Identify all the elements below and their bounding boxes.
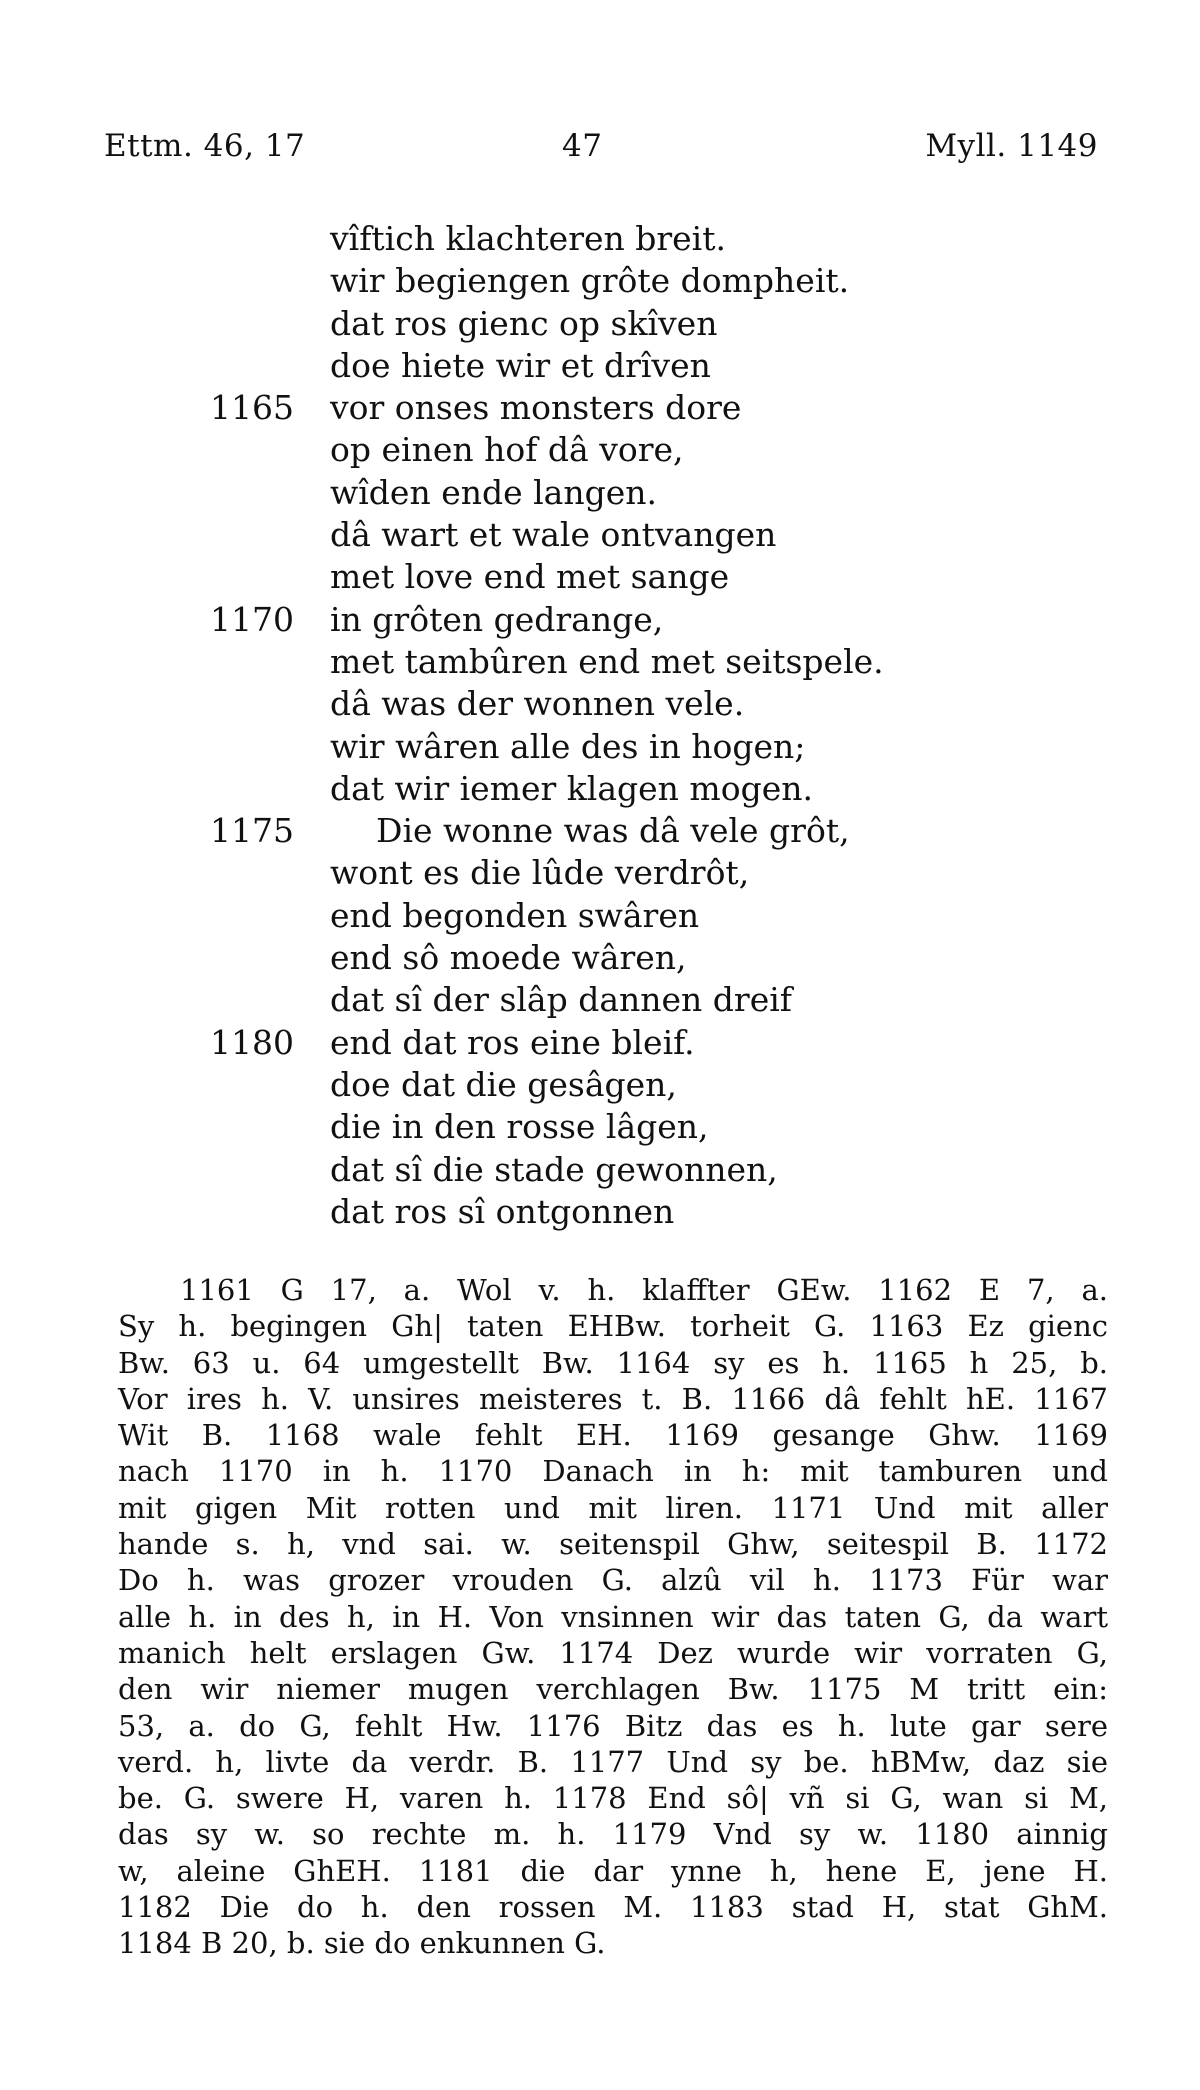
verse-text: vîftich klachteren breit. <box>330 219 726 258</box>
apparatus-line: verd. h, livte da verdr. B. 1177 Und sy be. hBMw, daz sie <box>118 1744 1108 1779</box>
apparatus-line: Bw. 63 u. 64 umgestellt Bw. 1164 sy es h. 1165 h 25, b. <box>118 1345 1108 1380</box>
apparatus-line: Do h. was grozer vrouden G. alzû vil h. 1173 Für war <box>118 1563 1108 1598</box>
apparatus-line: das sy w. so rechte m. h. 1179 Vnd sy w. 1180 ainnig <box>118 1817 1108 1852</box>
verse-text: wir begiengen grôte dompheit. <box>330 261 850 301</box>
verse-text: end dat ros eine bleif. <box>330 1022 695 1062</box>
apparatus-line: nach 1170 in h. 1170 Danach in h: mit tamburen und <box>118 1454 1108 1489</box>
verse-line <box>0 387 1200 429</box>
verse-text: met love end met sange <box>330 557 730 597</box>
line-number: 1170 <box>210 599 294 639</box>
verse-text: dat sî der slâp dannen dreif <box>330 980 792 1020</box>
verse-line <box>0 810 1200 852</box>
line-number: 1175 <box>210 811 294 851</box>
apparatus-line: be. G. swere H, varen h. 1178 End sô| vñ si G, wan si M, <box>118 1781 1108 1816</box>
verse-line <box>0 429 1200 471</box>
verse-text: vor onses monsters dore <box>330 388 742 428</box>
running-header <box>104 128 1098 168</box>
verse-line <box>0 937 1200 979</box>
header-left-reference: Ettm. 46, 17 <box>104 128 306 164</box>
poem-text <box>0 218 1200 1233</box>
verse-text: in grôten gedrange, <box>330 599 664 639</box>
verse-line <box>0 683 1200 725</box>
verse-text: wîden ende langen. <box>330 472 658 512</box>
apparatus-line: Wit B. 1168 wale fehlt EH. 1169 gesange Ghw. 1169 <box>118 1418 1108 1453</box>
apparatus-line: 1182 Die do h. den rossen M. 1183 stad H, stat GhM. <box>118 1890 1108 1925</box>
apparatus-line: manich helt erslagen Gw. 1174 Dez wurde wir vorraten G, <box>118 1635 1108 1670</box>
verse-line <box>0 979 1200 1021</box>
verse-line <box>0 345 1200 387</box>
verse-text: dat ros sî ontgonnen <box>330 1191 675 1231</box>
verse-line <box>0 1149 1200 1191</box>
apparatus-line: Sy h. begingen Gh| taten EHBw. torheit G. 1163 Ez gienc <box>118 1309 1108 1344</box>
verse-line <box>0 472 1200 514</box>
verse-text: dat wir iemer klagen mogen. <box>330 768 813 808</box>
verse-line <box>0 1064 1200 1106</box>
page-number: 47 <box>562 128 603 164</box>
apparatus-line: Vor ires h. V. unsires meisteres t. B. 1166 dâ fehlt hE. 1167 <box>118 1381 1108 1416</box>
verse-line <box>0 852 1200 894</box>
verse-line <box>0 768 1200 810</box>
verse-text: end begonden swâren <box>330 895 700 935</box>
apparatus-line: mit gigen Mit rotten und mit liren. 1171 Und mit aller <box>118 1490 1108 1525</box>
verse-text: wont es die lûde verdrôt, <box>330 853 750 893</box>
verse-text: dat sî die stade gewonnen, <box>330 1149 778 1189</box>
verse-line <box>0 514 1200 556</box>
verse-line <box>0 260 1200 302</box>
verse-text: die in den rosse lâgen, <box>330 1107 709 1147</box>
verse-line <box>0 218 1200 260</box>
verse-text: dâ was der wonnen vele. <box>330 684 745 724</box>
apparatus-line: hande s. h, vnd sai. w. seitenspil Ghw, seitespil B. 1172 <box>118 1527 1108 1562</box>
apparatus-line: alle h. in des h, in H. Von vnsinnen wir das taten G, da wart <box>118 1599 1108 1634</box>
apparatus-line: 53, a. do G, fehlt Hw. 1176 Bitz das es h. lute gar sere <box>118 1708 1108 1743</box>
verse-line <box>0 1191 1200 1233</box>
verse-line <box>0 641 1200 683</box>
header-right-reference: Myll. 1149 <box>925 128 1098 164</box>
verse-line <box>0 1022 1200 1064</box>
verse-line <box>0 726 1200 768</box>
verse-text: op einen hof dâ vore, <box>330 430 684 470</box>
verse-text: doe hiete wir et drîven <box>330 345 711 385</box>
apparatus-line: w, aleine GhEH. 1181 die dar ynne h, hene E, jene H. <box>118 1853 1108 1888</box>
verse-text: end sô moede wâren, <box>330 938 687 978</box>
verse-text: dat ros gienc op skîven <box>330 303 718 343</box>
verse-line <box>0 303 1200 345</box>
verse-text: wir wâren alle des in hogen; <box>330 726 806 766</box>
verse-text: doe dat die gesâgen, <box>330 1064 677 1104</box>
verse-text: dâ wart et wale ontvangen <box>330 515 777 555</box>
line-number: 1165 <box>210 388 294 428</box>
verse-line <box>0 1106 1200 1148</box>
verse-line <box>0 599 1200 641</box>
line-number: 1180 <box>210 1022 294 1062</box>
apparatus-line: den wir niemer mugen verchlagen Bw. 1175 M tritt ein: <box>118 1672 1108 1707</box>
critical-apparatus <box>118 1272 1108 1962</box>
verse-text: met tambûren end met seitspele. <box>330 641 884 681</box>
apparatus-line: 1184 B 20, b. sie do enkunnen G. <box>118 1926 606 1961</box>
verse-line <box>0 895 1200 937</box>
verse-text: Die wonne was dâ vele grôt, <box>376 811 850 851</box>
verse-line <box>0 556 1200 598</box>
apparatus-line: 1161 G 17, a. Wol v. h. klaffter GEw. 1162 E 7, a. <box>180 1273 1108 1307</box>
